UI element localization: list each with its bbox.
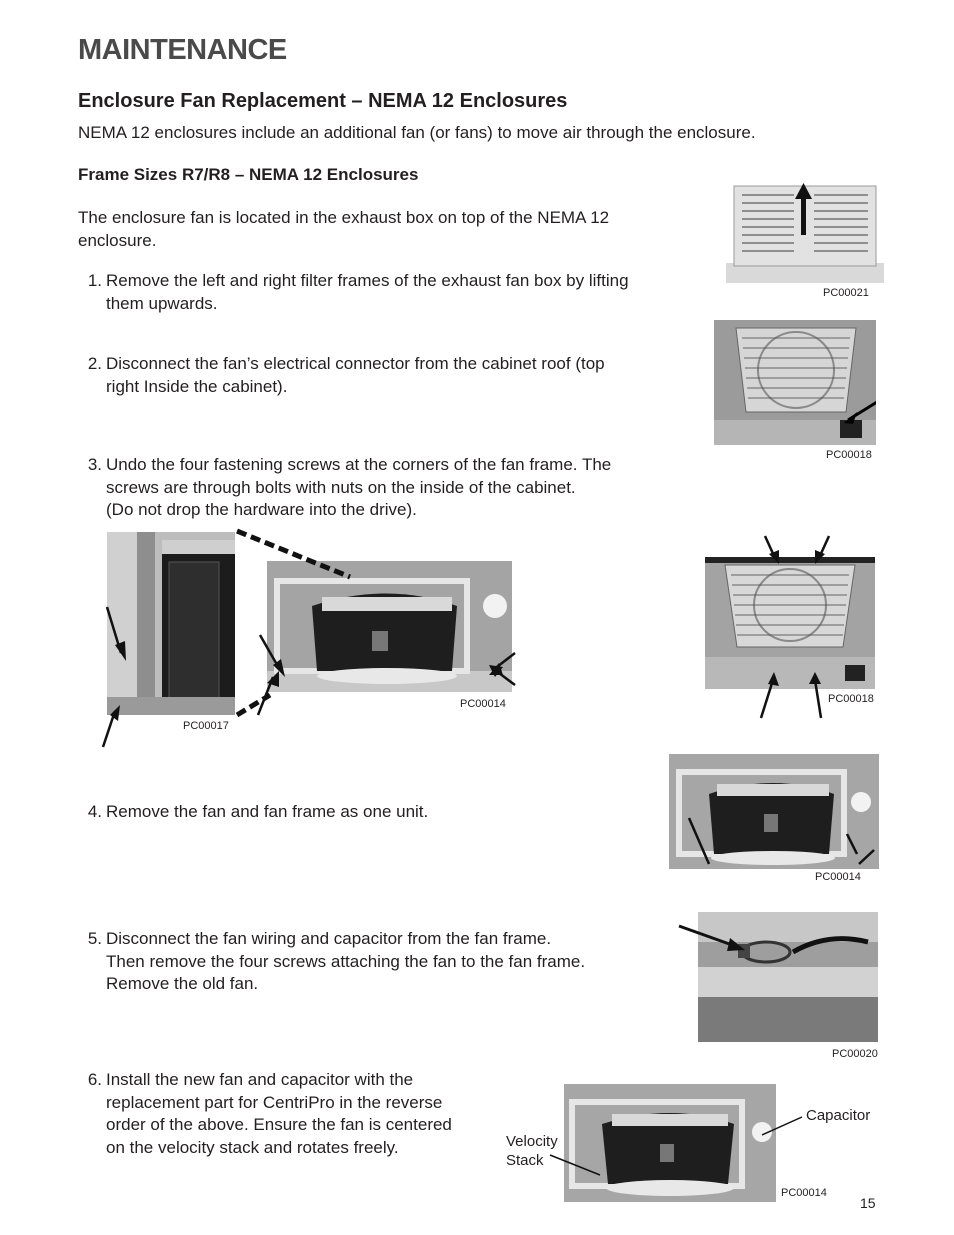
step-4 xyxy=(78,801,638,825)
step-1 xyxy=(78,270,708,316)
subsection-title: Frame Sizes R7/R8 – NEMA 12 Enclosures xyxy=(78,165,419,184)
section-title: Enclosure Fan Replacement – NEMA 12 Enclosures xyxy=(78,90,568,112)
fan-unit-photo xyxy=(669,754,879,869)
step-text: Undo the four fastening screws at the corners of the fan frame. The screws are through bolts with nuts on the inside of the cabinet. (Do not drop the hardware into the drive). xyxy=(106,455,612,519)
wiring-arrow xyxy=(675,920,755,960)
figure-caption: PC00014 xyxy=(460,698,506,710)
figure-caption: PC00014 xyxy=(781,1187,827,1199)
step-5 xyxy=(78,928,678,996)
page-number: 15 xyxy=(860,1195,876,1211)
figure-caption: PC00018 xyxy=(826,449,872,461)
step-6 xyxy=(78,1069,508,1161)
step-text: Disconnect the fan’s electrical connector from the cabinet roof (top right Inside the cabinet). xyxy=(106,354,605,396)
figure-caption: PC00020 xyxy=(832,1048,878,1060)
figure-caption: PC00018 xyxy=(828,693,874,705)
install-leader-lines xyxy=(540,1105,810,1185)
location-paragraph: The enclosure fan is located in the exhaust box on top of the NEMA 12 enclosure. xyxy=(78,208,610,250)
step-number: 2. xyxy=(87,354,102,373)
step-number: 3. xyxy=(87,455,102,474)
figure-caption: PC00017 xyxy=(183,720,229,732)
stack-label: Stack xyxy=(506,1152,544,1169)
figure-caption: PC00021 xyxy=(823,287,869,299)
step-2 xyxy=(78,353,708,399)
page-title: MAINTENANCE xyxy=(78,34,287,66)
step-number: 5. xyxy=(87,929,102,948)
velocity-label: Velocity xyxy=(506,1133,558,1150)
figure-caption: PC00014 xyxy=(815,871,861,883)
step-number: 1. xyxy=(87,271,102,290)
step-text: Remove the fan and fan frame as one unit. xyxy=(106,802,429,821)
step-number: 4. xyxy=(87,802,102,821)
step-text: Install the new fan and capacitor with the replacement part for CentriPro in the reverse order of the above. Ensure the fan is centered on the velocity stack and rotates freely. xyxy=(106,1070,452,1157)
capacitor-label: Capacitor xyxy=(806,1107,871,1124)
step-text: Disconnect the fan wiring and capacitor from the fan frame. Then remove the four screws attaching the fan to the fan frame. Remove the old fan. xyxy=(106,929,586,993)
fan-connector-photo xyxy=(714,320,876,445)
callout-overlay xyxy=(95,525,525,755)
exhaust-box-photo xyxy=(726,183,884,283)
step-3 xyxy=(78,454,708,522)
intro-text: NEMA 12 enclosures include an additional fan (or fans) to move air through the enclosure. xyxy=(78,123,756,142)
step-number: 6. xyxy=(87,1070,102,1089)
step-text: Remove the left and right filter frames of the exhaust fan box by lifting them upwards. xyxy=(106,271,629,313)
